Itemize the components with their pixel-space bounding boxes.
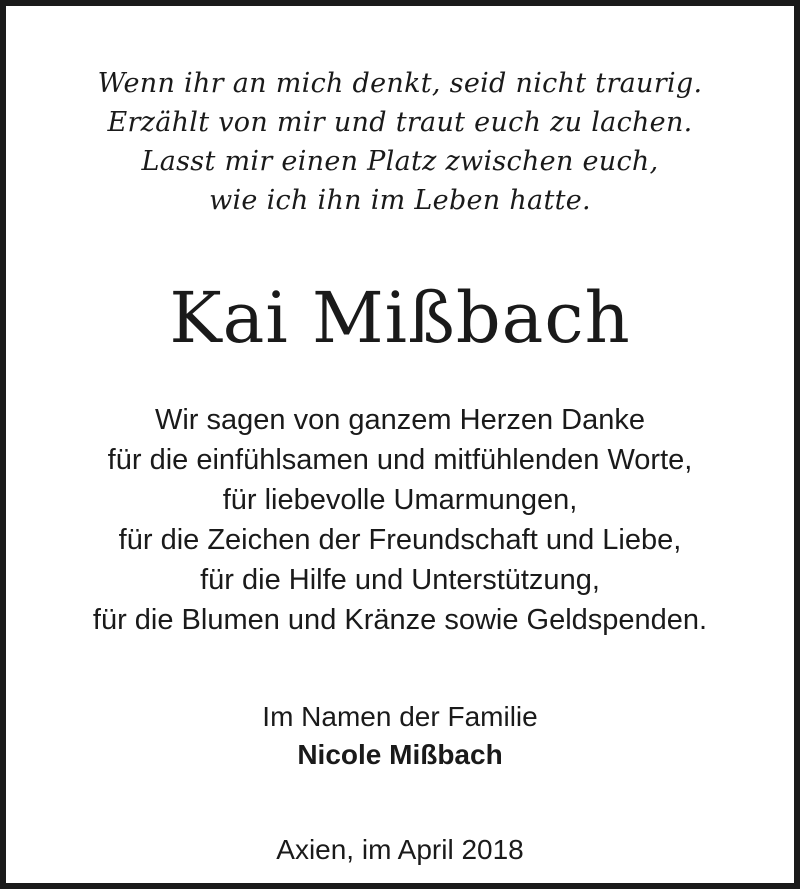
signer-name: Nicole Mißbach	[297, 739, 503, 770]
thanks-line: für liebevolle Umarmungen,	[222, 484, 578, 516]
place-date: Axien, im April 2018	[276, 834, 524, 865]
verse-line: Lasst mir einen Platz zwischen euch,	[141, 146, 659, 177]
memorial-verse	[6, 64, 794, 220]
verse-line: Erzählt von mir und traut euch zu lachen.	[107, 107, 693, 138]
thanks-text	[6, 400, 794, 640]
thanks-line: für die Hilfe und Unterstützung,	[200, 564, 600, 596]
thanks-line: für die Zeichen der Freundschaft und Liebe,	[118, 524, 682, 556]
thanks-line: für die Blumen und Kränze sowie Geldspenden.	[92, 604, 708, 636]
signature-block	[6, 698, 794, 774]
verse-line: wie ich ihn im Leben hatte.	[209, 185, 591, 216]
thanks-line: für die einfühlsamen und mitfühlenden Worte,	[107, 444, 693, 476]
signature-intro: Im Namen der Familie	[262, 701, 538, 732]
deceased-name: Kai Mißbach	[169, 277, 631, 359]
verse-line: Wenn ihr an mich denkt, seid nicht traurig.	[97, 68, 703, 99]
thanks-line: Wir sagen von ganzem Herzen Danke	[154, 404, 645, 436]
